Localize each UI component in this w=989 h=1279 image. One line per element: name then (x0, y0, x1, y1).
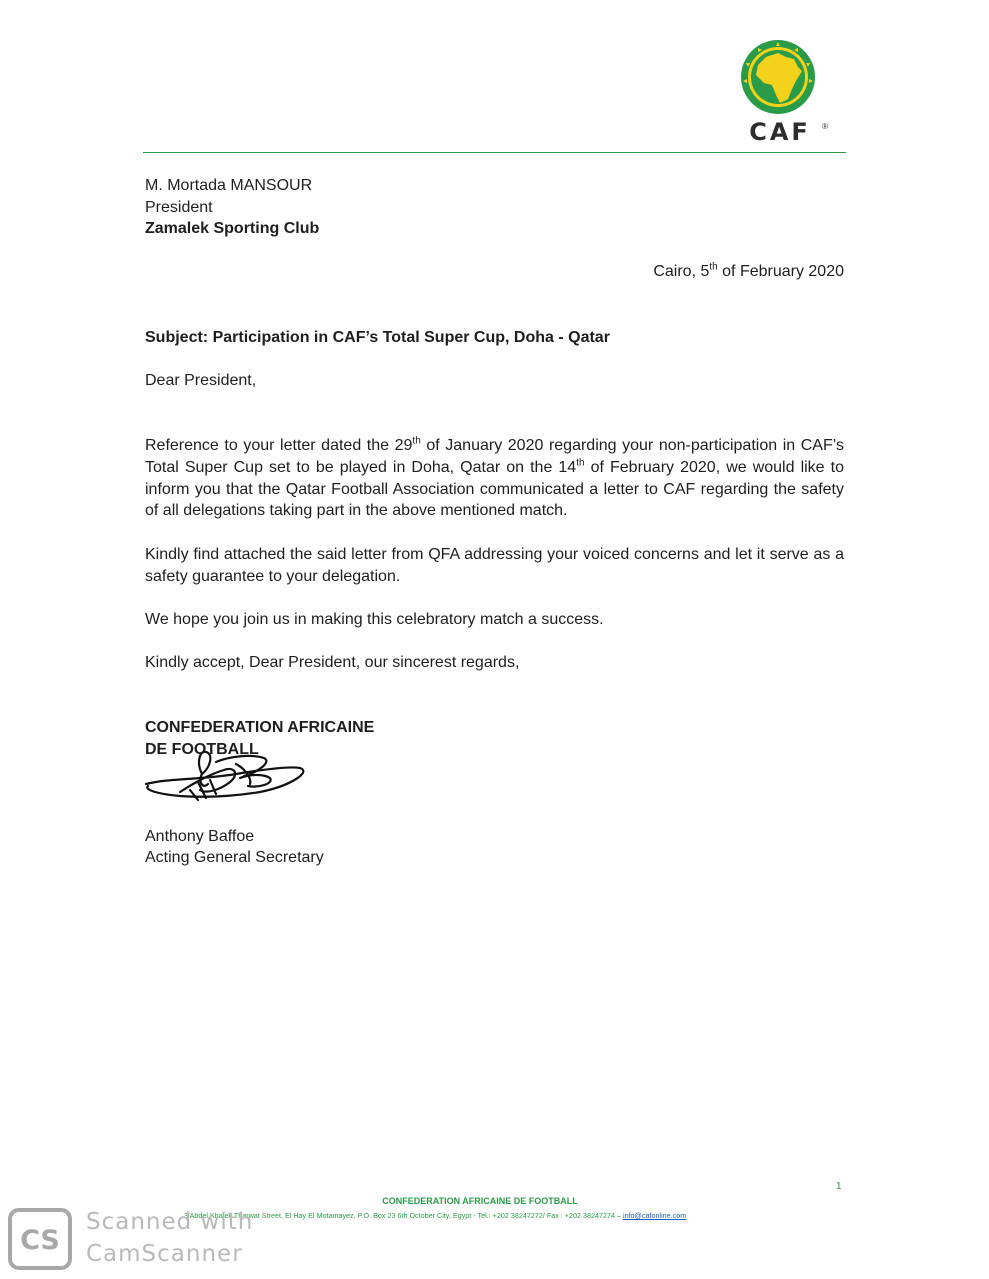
salutation: Dear President, (145, 372, 257, 389)
caf-logo (722, 37, 834, 149)
svg-text:CS: CS (20, 1225, 60, 1256)
registered-mark: ® (822, 122, 828, 131)
letter-date: Cairo, 5th of February 2020 (653, 261, 844, 280)
footer-address: 3 Abdel Khalek Tharwat Street, El Hay El Motamayez, P.O. Box 23 6th October City, Egypt - Tel.: +202 38247272/ Fax : +202 38247274 – info@cafonline.com (184, 1211, 687, 1220)
body-paragraph-1: Reference to your letter dated the 29th of January 2020 regarding your non-participation in CAF’s Total Super Cup set to be played in Doha, Qatar on the 14th of February 2020, we would like to inform you that the Qatar Football Association communicated a letter to CAF regarding the safety of all delegations taking part in the above mentioned match. (145, 435, 845, 520)
body-paragraph-2: Kindly find attached the said letter from QFA addressing your voiced concerns and let it serve as a safety guarantee to your delegation. (145, 546, 844, 585)
footer-title: CONFEDERATION AFRICAINE DE FOOTBALL (382, 1196, 578, 1206)
recipient-organization: Zamalek Sporting Club (145, 220, 320, 237)
handwritten-signature (140, 744, 310, 808)
subject-line: Subject: Participation in CAF’s Total Super Cup, Doha - Qatar (145, 329, 610, 346)
camscanner-icon (8, 1208, 72, 1270)
recipient-title: President (145, 199, 213, 216)
header-divider (143, 152, 846, 153)
body-paragraph-3: We hope you join us in making this celebratory match a success. (145, 611, 604, 628)
recipient-name: M. Mortada MANSOUR (145, 177, 313, 194)
signatory-title: Acting General Secretary (145, 849, 324, 866)
sender-org-line-1: CONFEDERATION AFRICAINE (145, 719, 375, 736)
sender-org-line-2: DE FOOTBALL (145, 741, 259, 758)
camscanner-line-1: Scanned with (86, 1209, 254, 1235)
footer-email-link[interactable]: info@cafonline.com (622, 1211, 687, 1220)
closing-line: Kindly accept, Dear President, our sincerest regards, (145, 654, 520, 671)
page-number: 1 (836, 1181, 842, 1192)
logo-wordmark: CAF (749, 118, 811, 146)
camscanner-line-2: CamScanner (86, 1241, 243, 1267)
camscanner-logo (8, 1208, 72, 1270)
signatory-name: Anthony Baffoe (145, 828, 255, 845)
